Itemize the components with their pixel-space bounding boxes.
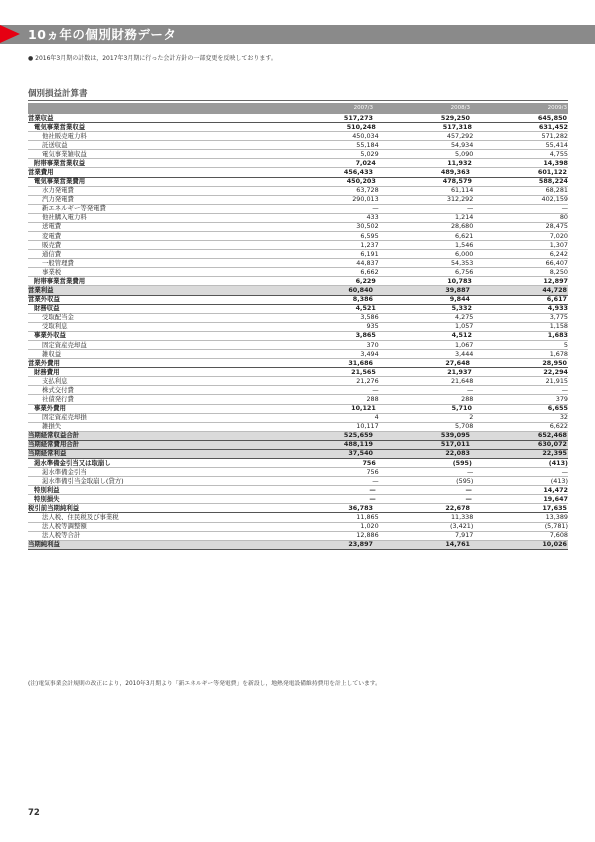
page-title: 10ヵ年の個別財務データ (28, 27, 177, 42)
top-note: ● 2016年3月期の計数は，2017年3月期に行った会計方針の一部変更を反映しております。 (28, 55, 277, 62)
row-value: 756 (362, 458, 376, 467)
row-value: 288 (461, 394, 474, 403)
row-value: 588,224 (538, 177, 568, 186)
row-value: 11,338 (450, 512, 474, 521)
row-value: 60,840 (348, 286, 373, 295)
row-value: 5 (563, 340, 568, 349)
row-value: 17,635 (542, 503, 567, 512)
row-value: 5,029 (360, 149, 379, 158)
row-value: 12,886 (356, 531, 379, 540)
row-label: 通信費 (42, 249, 62, 258)
row-value: 312,292 (446, 195, 474, 204)
row-value: 10,026 (542, 540, 567, 549)
income-statement-table (28, 103, 568, 550)
row-value: 22,678 (445, 503, 470, 512)
row-value: 478,579 (442, 177, 472, 186)
header-label-cell (28, 103, 276, 114)
row-label: 当期純利益 (28, 540, 60, 549)
row-value: 23,897 (348, 540, 373, 549)
row-label: 社債発行費 (42, 394, 74, 403)
row-label: 法人税等調整額 (42, 522, 87, 531)
row-value: 1,057 (455, 322, 474, 331)
row-label: 法人税、住民税及び事業税 (42, 512, 119, 521)
row-value: 30,502 (356, 222, 379, 231)
row-value: 630,072 (537, 440, 567, 449)
row-value: (595) (452, 458, 472, 467)
row-label: 財務費用 (34, 367, 60, 376)
row-value: 1,020 (360, 522, 379, 531)
row-label: 他社販売電力料 (42, 131, 87, 140)
row-value: 402,159 (541, 195, 568, 204)
row-label: 送電費 (42, 222, 62, 231)
row-value: 14,472 (543, 485, 568, 494)
row-label: 当期経常費用合計 (28, 440, 80, 449)
row-value: 5,332 (451, 304, 472, 313)
row-value: 631,452 (538, 122, 568, 131)
row-value: 4,512 (451, 331, 472, 340)
row-value: 1,307 (549, 240, 568, 249)
row-value: 10,121 (351, 404, 376, 413)
row-value: 55,414 (545, 140, 568, 149)
row-label: 受取利息 (42, 322, 68, 331)
row-value: 61,114 (450, 186, 474, 195)
row-label: 変電費 (42, 231, 62, 240)
row-label: 水力発電費 (42, 186, 74, 195)
row-value: 6,622 (549, 422, 568, 431)
row-value: — (369, 485, 376, 494)
row-label: 雑損失 (42, 422, 62, 431)
row-value: 4,933 (547, 304, 568, 313)
row-value: 457,292 (446, 131, 474, 140)
row-label: 附帯事業営業収益 (34, 158, 86, 167)
row-label: 税引前当期純利益 (28, 503, 80, 512)
row-value: 4,275 (455, 313, 474, 322)
row-value: 456,433 (343, 168, 373, 177)
row-label: 受取配当金 (42, 313, 74, 322)
row-label: 事業外費用 (34, 404, 66, 413)
row-value: — (372, 385, 379, 394)
row-value: 11,932 (447, 158, 472, 167)
row-value: 13,389 (545, 512, 568, 521)
row-value: 54,353 (450, 258, 474, 267)
row-value: 379 (555, 394, 568, 403)
row-value: — (372, 204, 379, 213)
row-value: 54,934 (450, 140, 474, 149)
row-label: 渇水準備金引当又は取崩し (34, 458, 111, 467)
row-value: 935 (366, 322, 379, 331)
row-value: 7,024 (355, 158, 376, 167)
row-value: 14,398 (543, 158, 568, 167)
row-label: 株式交付費 (42, 385, 74, 394)
row-value: 28,680 (450, 222, 474, 231)
row-value: (413) (550, 476, 568, 485)
row-value: 21,937 (447, 367, 472, 376)
row-value: 510,248 (346, 122, 376, 131)
row-value: — (466, 467, 474, 476)
row-value: 12,897 (543, 276, 568, 285)
row-value: 11,865 (356, 512, 379, 521)
row-value: (3,421) (450, 522, 474, 531)
row-label: 一般管理費 (42, 258, 74, 267)
row-value: 3,775 (549, 313, 568, 322)
row-value: 1,158 (549, 322, 568, 331)
column-header: 2008/3 (450, 105, 470, 111)
row-value: 4 (374, 413, 379, 422)
row-value: 756 (366, 467, 379, 476)
row-value: 28,475 (545, 222, 568, 231)
row-label: 営業収益 (28, 113, 54, 122)
row-value: 3,586 (360, 313, 379, 322)
row-value: 517,011 (440, 440, 470, 449)
row-value: 19,647 (543, 494, 568, 503)
row-value: 3,865 (355, 331, 376, 340)
row-label: 営業外収益 (28, 295, 60, 304)
row-label: 渇水準備金引当 (42, 467, 87, 476)
row-label: 託送収益 (42, 140, 68, 149)
row-value: 2 (469, 413, 474, 422)
row-label: 特別利益 (34, 485, 60, 494)
row-value: 517,318 (442, 122, 472, 131)
row-label: 法人税等合計 (42, 531, 81, 540)
row-value: 5,090 (455, 149, 474, 158)
row-value: 6,000 (455, 249, 474, 258)
row-label: 渇水準備引当金取崩し(貸方) (42, 476, 124, 485)
row-value: 7,020 (549, 231, 568, 240)
section-title: 個別損益計算書 (28, 89, 88, 99)
row-value: 27,648 (445, 358, 470, 367)
row-value: — (561, 467, 568, 476)
row-value: 68,281 (545, 186, 568, 195)
row-value: — (465, 485, 472, 494)
row-value: 4,755 (549, 149, 568, 158)
row-value: 8,386 (352, 295, 373, 304)
row-value: 39,887 (445, 286, 470, 295)
row-label: 支払利息 (42, 376, 68, 385)
row-value: 21,276 (356, 376, 379, 385)
row-value: (413) (548, 458, 568, 467)
row-value: — (466, 204, 474, 213)
section-rule (28, 100, 568, 101)
row-value: 8,250 (549, 267, 568, 276)
row-value: 10,783 (447, 276, 472, 285)
row-value: 539,095 (440, 431, 470, 440)
row-label: 電気事業営業収益 (34, 122, 86, 131)
title-arrow-icon (0, 25, 20, 43)
row-value: 5,708 (455, 422, 474, 431)
row-value: 433 (366, 213, 379, 222)
row-label: 販売費 (42, 240, 62, 249)
table-body (28, 114, 568, 550)
row-value: 28,950 (542, 358, 567, 367)
row-value: — (561, 204, 568, 213)
row-value: 370 (366, 340, 379, 349)
row-value: 1,546 (455, 240, 474, 249)
row-label: 電気事業雑収益 (42, 149, 87, 158)
column-header: 2007/3 (353, 105, 373, 111)
row-value: 6,617 (546, 295, 567, 304)
row-value: 7,608 (549, 531, 568, 540)
row-value: 55,184 (356, 140, 379, 149)
row-label: 他社購入電力料 (42, 213, 87, 222)
row-value: 1,237 (360, 240, 379, 249)
row-value: 22,083 (445, 449, 470, 458)
row-value: — (369, 494, 376, 503)
row-value: 4,521 (355, 304, 376, 313)
row-value: 6,229 (355, 276, 376, 285)
row-label: 附帯事業営業費用 (34, 276, 86, 285)
row-value: 645,850 (537, 113, 567, 122)
row-label: 当期経常利益 (28, 449, 67, 458)
row-value: 6,191 (360, 249, 379, 258)
row-label: 営業費用 (28, 168, 54, 177)
row-value: 3,444 (455, 349, 474, 358)
row-value: 6,242 (549, 249, 568, 258)
row-value: 21,648 (450, 376, 474, 385)
row-value: 6,655 (547, 404, 568, 413)
page-number: 72 (28, 808, 40, 818)
row-value: 14,761 (445, 540, 470, 549)
row-value: 10,117 (356, 422, 379, 431)
row-value: 6,595 (360, 231, 379, 240)
row-value: 290,013 (352, 195, 379, 204)
row-label: 電気事業営業費用 (34, 177, 86, 186)
row-value: 9,844 (449, 295, 470, 304)
row-value: 3,494 (360, 349, 379, 358)
row-value: 450,034 (352, 131, 379, 140)
row-value: 571,282 (541, 131, 568, 140)
row-value: 1,214 (455, 213, 474, 222)
row-value: 525,659 (343, 431, 373, 440)
row-value: 22,395 (542, 449, 567, 458)
row-value: 1,683 (547, 331, 568, 340)
row-value: 31,686 (348, 358, 373, 367)
row-value: 22,294 (543, 367, 568, 376)
row-value: 80 (559, 213, 568, 222)
row-label: 当期経常収益合計 (28, 431, 80, 440)
row-label: 特別損失 (34, 494, 60, 503)
row-value: 6,756 (455, 267, 474, 276)
row-label: 固定資産売却損 (42, 413, 87, 422)
row-value: 652,468 (537, 431, 567, 440)
row-value: 32 (559, 413, 568, 422)
row-value: — (372, 476, 379, 485)
row-value: 6,662 (360, 267, 379, 276)
row-value: (595) (456, 476, 474, 485)
row-value: — (465, 494, 472, 503)
row-label: 固定資産売却益 (42, 340, 87, 349)
row-label: 雑収益 (42, 349, 62, 358)
row-value: 517,273 (343, 113, 373, 122)
row-value: 1,067 (455, 340, 474, 349)
table-header (28, 103, 568, 114)
row-label: 財務収益 (34, 304, 60, 313)
row-value: 450,203 (346, 177, 376, 186)
row-value: — (561, 385, 568, 394)
row-value: 7,917 (455, 531, 474, 540)
table-row (28, 541, 568, 550)
row-label: 営業外費用 (28, 358, 60, 367)
footnote: (注)電気事業会計規則の改正により，2010年3月期より「新エネルギー等発電費」を新設し，地熱発電設備維持費用を計上しています。 (28, 681, 381, 687)
row-value: 37,540 (348, 449, 373, 458)
row-value: (5,781) (544, 522, 568, 531)
row-value: 288 (366, 394, 379, 403)
row-value: 36,783 (348, 503, 373, 512)
column-header: 2009/3 (547, 105, 567, 111)
row-value: 488,119 (343, 440, 373, 449)
row-label: 営業利益 (28, 286, 54, 295)
row-value: 21,915 (545, 376, 568, 385)
row-value: 489,363 (440, 168, 470, 177)
row-value: 529,250 (440, 113, 470, 122)
row-value: 63,728 (356, 186, 379, 195)
row-value: — (466, 385, 474, 394)
row-label: 事業外収益 (34, 331, 66, 340)
row-value: 1,678 (549, 349, 568, 358)
row-label: 事業税 (42, 267, 62, 276)
row-value: 66,407 (545, 258, 568, 267)
row-value: 6,621 (455, 231, 474, 240)
row-label: 汽力発電費 (42, 195, 74, 204)
row-value: 21,565 (351, 367, 376, 376)
row-value: 44,837 (356, 258, 379, 267)
row-label: 新エネルギー等発電費 (42, 204, 106, 213)
row-value: 44,728 (542, 286, 567, 295)
row-value: 601,122 (537, 168, 567, 177)
row-value: 5,710 (451, 404, 472, 413)
